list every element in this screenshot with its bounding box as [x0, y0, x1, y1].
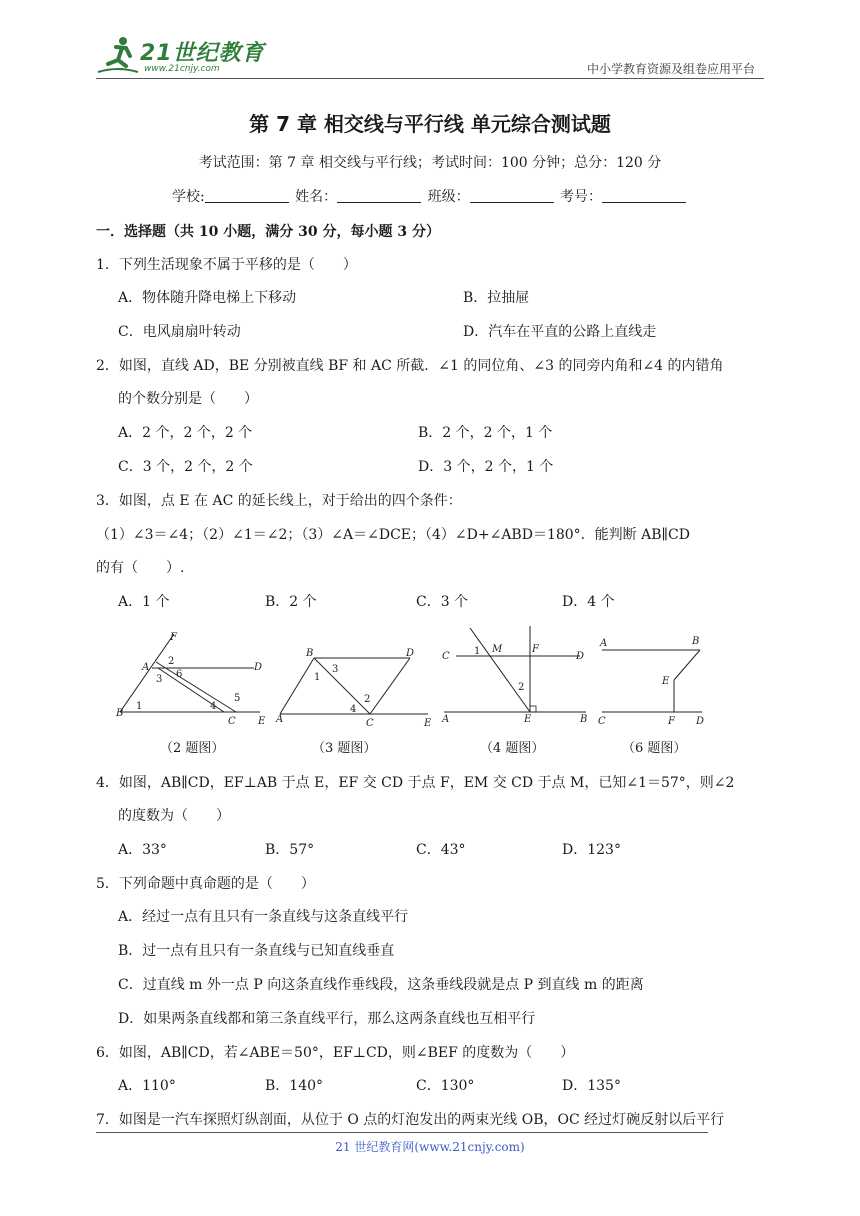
fig2-label-f: F [170, 632, 177, 643]
fig2-label-1: 1 [136, 701, 143, 712]
fig3-label-1: 1 [314, 672, 321, 683]
runner-logo-icon [96, 34, 140, 78]
q4-option-b[interactable]: B．57° [265, 842, 315, 858]
fig2-label-d: D [254, 662, 263, 673]
school-blank[interactable] [205, 188, 289, 203]
q1-option-c[interactable]: C．电风扇扇叶转动 [118, 324, 241, 340]
q3-option-b[interactable]: B．2 个 [265, 594, 317, 610]
q3-stem-line1: 3．如图，点 E 在 AC 的延长线上，对于给出的四个条件： [96, 493, 462, 509]
fig6-label-f: F [668, 716, 675, 726]
fig3-label-a: A [276, 714, 284, 725]
class-label: 班级： [427, 189, 470, 205]
figure-q4-diagram [436, 622, 592, 724]
logo-text: 21世纪教育 [140, 41, 265, 66]
caption-q4: （4 题图） [480, 741, 545, 756]
q2-option-a[interactable]: A．2 个，2 个，2 个 [118, 425, 253, 441]
q5-option-c[interactable]: C．过直线 m 外一点 P 向这条直线作垂线段，这条垂线段就是点 P 到直线 m 的距离 [118, 977, 644, 993]
q5-stem: 5．下列命题中真命题的是（ ） [96, 876, 315, 892]
fig2-label-e: E [258, 716, 266, 727]
caption-q3: （3 题图） [312, 741, 377, 756]
fig3-label-2: 2 [364, 694, 371, 705]
q4-option-a[interactable]: A．33° [118, 842, 167, 858]
fig6-label-a: A [600, 638, 608, 649]
q6-option-c[interactable]: C．130° [416, 1078, 475, 1094]
fig3-label-d: D [406, 648, 415, 659]
fig4-label-c: C [442, 651, 450, 662]
fig6-label-b: B [692, 636, 700, 647]
q2-stem-line2: 的个数分别是（ ） [118, 391, 258, 407]
header-platform-text: 中小学教育资源及组卷应用平台 [586, 62, 755, 76]
q5-option-a[interactable]: A．经过一点有且只有一条直线与这条直线平行 [118, 909, 409, 925]
fig2-label-6: 6 [176, 669, 183, 680]
q3-stem-line3: 的有（ ）. [96, 560, 185, 576]
fig6-label-e: E [662, 676, 670, 687]
fig4-label-m: M [492, 644, 503, 655]
q1-option-b[interactable]: B．拉抽屉 [463, 290, 530, 306]
fig6-label-c: C [598, 716, 606, 726]
footer-divider [96, 1132, 708, 1133]
q4-option-d[interactable]: D．123° [562, 842, 621, 858]
exam-subtitle: 考试范围：第 7 章 相交线与平行线；考试时间：100 分钟；总分：120 分 [198, 155, 662, 171]
q7-stem: 7．如图是一汽车探照灯纵剖面，从位于 O 点的灯泡发出的两束光线 OB，OC 经过灯碗反射以后平行 [96, 1112, 725, 1128]
q1-stem: 1．下列生活现象不属于平移的是（ ） [96, 257, 357, 273]
q3-option-c[interactable]: C．3 个 [416, 594, 469, 610]
logo-url: www.21cnjy.com [144, 64, 220, 74]
q4-stem-line2: 的度数为（ ） [118, 808, 230, 824]
caption-q2: （2 题图） [160, 741, 225, 756]
fig4-label-f: F [532, 644, 539, 655]
fig3-label-b: B [306, 648, 314, 659]
name-blank[interactable] [337, 188, 421, 203]
figure-q6-diagram [592, 630, 708, 726]
fig4-label-2: 2 [518, 682, 525, 693]
q3-stem-line2: （1）∠3＝∠4；（2）∠1＝∠2；（3）∠A＝∠DCE；（4）∠D+∠ABD＝180°．能判断 AB∥CD [96, 527, 690, 543]
fig4-label-e: E [524, 714, 532, 724]
footer-link[interactable]: 21 世纪教育网(www.21cnjy.com) [335, 1140, 525, 1154]
fig4-label-a: A [442, 714, 450, 724]
figure-q3-diagram [272, 640, 436, 730]
fig3-label-4: 4 [350, 704, 357, 715]
fig2-label-a: A [142, 662, 150, 673]
student-info-line [0, 186, 860, 206]
exam-no-blank[interactable] [602, 188, 686, 203]
fig2-label-4: 4 [210, 701, 217, 712]
fig3-label-c: C [366, 718, 374, 729]
q1-option-d[interactable]: D．汽车在平直的公路上直线走 [463, 324, 657, 340]
header-divider [96, 78, 764, 79]
fig2-label-c: C [228, 716, 236, 727]
q6-stem: 6．如图，AB∥CD，若∠ABE＝50°，EF⊥CD，则∠BEF 的度数为（ ） [96, 1045, 575, 1061]
q4-stem-line1: 4．如图，AB∥CD，EF⊥AB 于点 E，EF 交 CD 于点 F，EM 交 CD 于点 M，已知∠1＝57°，则∠2 [96, 775, 735, 791]
fig2-label-5: 5 [234, 693, 241, 704]
q6-option-d[interactable]: D．135° [562, 1078, 621, 1094]
q5-option-b[interactable]: B．过一点有且只有一条直线与已知直线垂直 [118, 943, 395, 959]
fig6-label-d: D [696, 716, 705, 726]
q6-option-a[interactable]: A．110° [118, 1078, 176, 1094]
fig2-label-b: B [116, 708, 124, 719]
fig4-label-b: B [580, 714, 588, 724]
q1-option-a[interactable]: A．物体随升降电梯上下移动 [118, 290, 297, 306]
fig2-label-3: 3 [156, 674, 163, 685]
exam-no-label: 考号： [560, 189, 603, 205]
fig3-label-3: 3 [332, 664, 339, 675]
section-title: 一．选择题（共 10 小题，满分 30 分，每小题 3 分） [96, 224, 440, 240]
figure-q2-diagram [112, 628, 272, 728]
q2-option-b[interactable]: B．2 个，2 个，1 个 [418, 425, 553, 441]
q5-option-d[interactable]: D．如果两条直线都和第三条直线平行，那么这两条直线也互相平行 [118, 1011, 536, 1027]
q4-option-c[interactable]: C．43° [416, 842, 466, 858]
q6-option-b[interactable]: B．140° [265, 1078, 324, 1094]
q3-option-d[interactable]: D．4 个 [562, 594, 615, 610]
school-label: 学校: [171, 189, 205, 205]
fig3-label-e: E [424, 718, 432, 729]
name-label: 姓名： [295, 189, 338, 205]
fig4-label-d: D [576, 651, 585, 662]
q2-option-c[interactable]: C．3 个，2 个，2 个 [118, 459, 253, 475]
fig2-label-2: 2 [168, 656, 175, 667]
page-title: 第 7 章 相交线与平行线 单元综合测试题 [249, 112, 611, 136]
caption-q6: （6 题图） [622, 741, 687, 756]
class-blank[interactable] [470, 188, 554, 203]
q2-option-d[interactable]: D．3 个，2 个，1 个 [418, 459, 554, 475]
q2-stem-line1: 2．如图，直线 AD，BE 分别被直线 BF 和 AC 所截．∠1 的同位角、∠3 的同旁内角和∠4 的内错角 [96, 358, 724, 374]
q3-option-a[interactable]: A．1 个 [118, 594, 170, 610]
logo [96, 34, 265, 78]
fig4-label-1: 1 [474, 646, 481, 657]
